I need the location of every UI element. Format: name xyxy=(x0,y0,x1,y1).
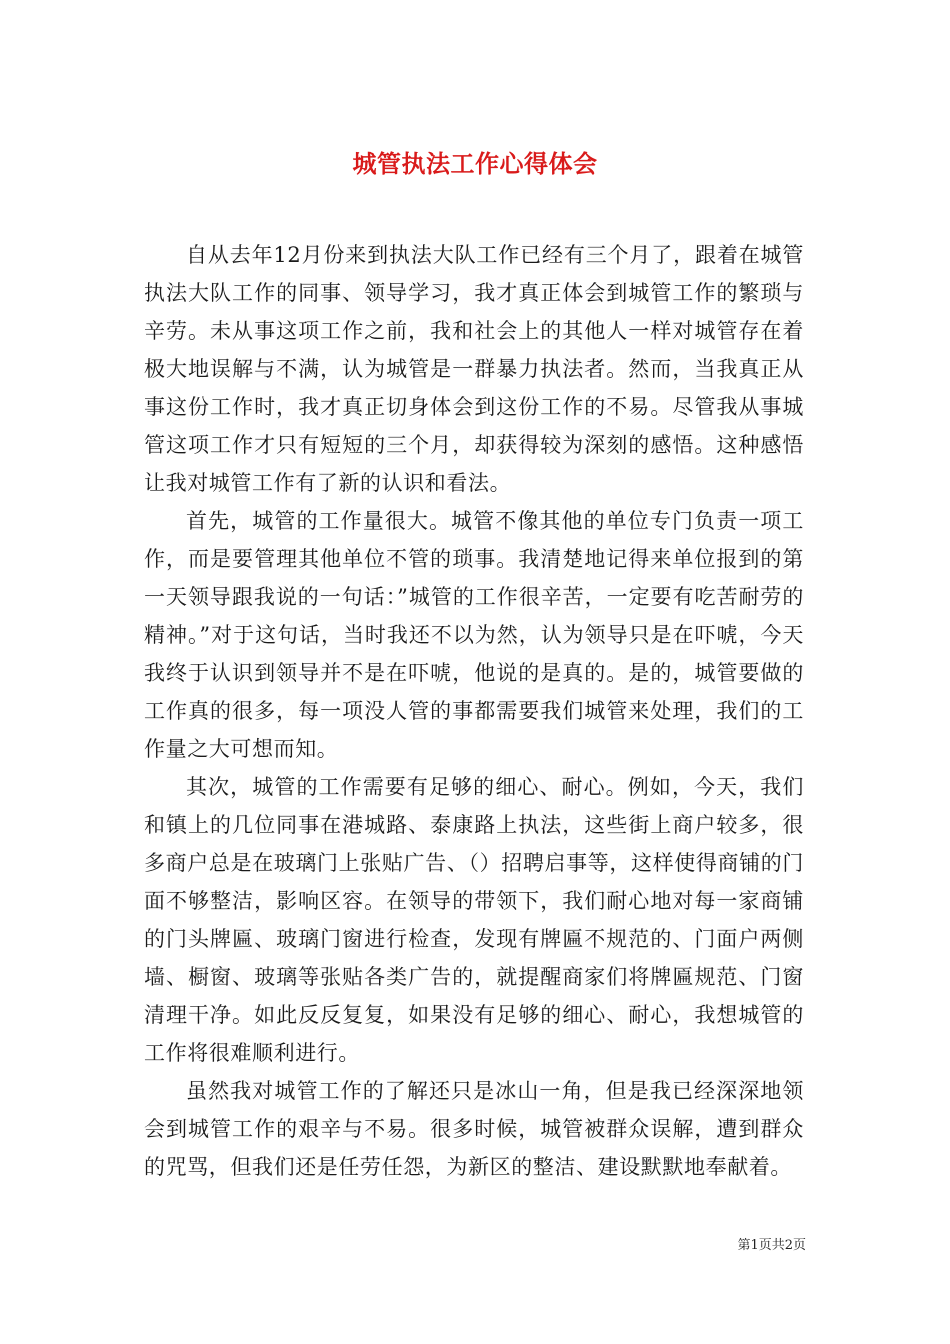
paragraph-3: 其次，城管的工作需要有足够的细心、耐心。例如，今天，我们和镇上的几位同事在港城路、泰康路上执法，这些街上商户较多，很多商户总是在玻璃门上张贴广告、（）招聘启事等，这样使得商铺的门面不够整洁，影响区容。在领导的带领下，我们耐心地对每一家商铺的门头牌匾、玻璃门窗进行检查，发现有牌匾不规范的、门面户两侧墙、橱窗、玻璃等张贴各类广告的，就提醒商家们将牌匾规范、门窗清理干净。如此反反复复，如果没有足够的细心、耐心，我想城管的工作将很难顺利进行。 xyxy=(144,775,804,1065)
document-title: 城管执法工作心得体会 xyxy=(352,149,598,179)
paragraph-4: 虽然我对城管工作的了解还只是冰山一角，但是我已经深深地领会到城管工作的艰辛与不易。很多时候，城管被群众误解，遭到群众的咒骂，但我们还是任劳任怨，为新区的整洁、建设默默地奉献着。 xyxy=(144,1079,804,1179)
paragraph-2: 首先，城管的工作量很大。城管不像其他的单位专门负责一项工作，而是要管理其他单位不管的琐事。我清楚地记得来单位报到的第一天领导跟我说的一句话：”城管的工作很辛苦，一定要有吃苦耐劳的精神。”对于这句话，当时我还不以为然，认为领导只是在吓唬，今天我终于认识到领导并不是在吓唬，他说的是真的。是的，城管要做的工作真的很多，每一项没人管的事都需要我们城管来处理，我们的工作量之大可想而知。 xyxy=(144,509,804,761)
paragraph-1: 自从去年12月份来到执法大队工作已经有三个月了，跟着在城管执法大队工作的同事、领导学习，我才真正体会到城管工作的繁琐与辛劳。未从事这项工作之前，我和社会上的其他人一样对城管存在着极大地误解与不满，认为城管是一群暴力执法者。然而，当我真正从事这份工作时，我才真正切身体会到这份工作的不易。尽管我从事城管这项工作才只有短短的三个月，却获得较为深刻的感悟。这种感悟让我对城管工作有了新的认识和看法。 xyxy=(144,243,804,495)
page-number: 第1页共2页 xyxy=(737,1238,806,1253)
document-body xyxy=(144,236,804,1186)
